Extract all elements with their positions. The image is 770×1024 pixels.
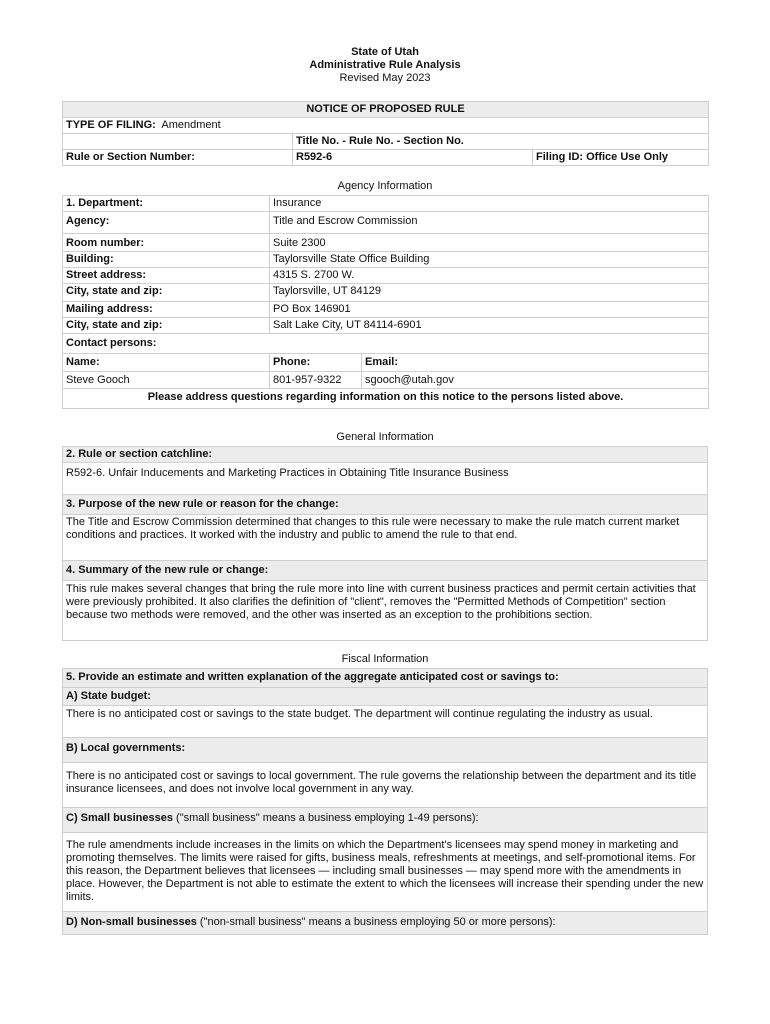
contact-phone-label: Phone: — [270, 354, 362, 372]
contact-persons-label: Contact persons: — [63, 334, 709, 354]
header-title: Administrative Rule Analysis — [309, 59, 461, 71]
agency-row — [63, 268, 709, 284]
type-of-filing-row — [63, 118, 709, 134]
agency-row-value: 4315 S. 2700 W. — [270, 268, 709, 284]
agency-row-label: Street address: — [63, 268, 270, 284]
contact-email-label: Email: — [362, 354, 709, 372]
notice-title: NOTICE OF PROPOSED RULE — [63, 102, 709, 118]
agency-row — [63, 196, 709, 212]
purpose-value: The Title and Escrow Commission determined that changes to this rule were necessary to make the rule match current market conditions and practices. It worked with the industry and public to amend the rule to that end. — [63, 515, 708, 561]
contact-name: Steve Gooch — [63, 372, 270, 389]
type-of-filing-value: Amendment — [161, 119, 221, 131]
purpose-label: 3. Purpose of the new rule or reason for the change: — [63, 495, 708, 515]
agency-row-label: Mailing address: — [63, 302, 270, 318]
agency-row-label: Building: — [63, 252, 270, 268]
contact-phone: 801-957-9322 — [270, 372, 362, 389]
document-page — [62, 0, 708, 935]
agency-row-value: PO Box 146901 — [270, 302, 709, 318]
notice-table — [62, 101, 709, 166]
agency-row-value: Suite 2300 — [270, 234, 709, 252]
agency-row-label: Agency: — [63, 212, 270, 234]
rule-number-label: Rule or Section Number: — [63, 150, 293, 166]
contact-note: Please address questions regarding information on this notice to the persons listed above. — [63, 389, 709, 409]
agency-section-title: Agency Information — [337, 180, 433, 192]
title-no-label: Title No. - Rule No. - Section No. — [293, 134, 709, 150]
small-business-label: C) Small businesses — [66, 812, 173, 824]
agency-row-value: Title and Escrow Commission — [270, 212, 709, 234]
agency-row — [63, 284, 709, 302]
estimate-label: 5. Provide an estimate and written explanation of the aggregate anticipated cost or savings to: — [63, 669, 708, 688]
header-revised: Revised May 2023 — [339, 72, 431, 84]
agency-row — [63, 252, 709, 268]
agency-table — [62, 195, 709, 409]
agency-row-value: Taylorsville State Office Building — [270, 252, 709, 268]
agency-row-label: 1. Department: — [63, 196, 270, 212]
summary-value: This rule makes several changes that bring the rule more into line with current business practices and permit certain activities that were previously prohibited. It also clarifies the definition of "client", removes the "Permitted Methods of Competition" section because two methods were removed, and the other was inserted as an exception to the prohibitions section. — [63, 581, 708, 641]
filing-id: Filing ID: Office Use Only — [533, 150, 709, 166]
contact-email[interactable]: sgooch@utah.gov — [362, 372, 709, 389]
type-of-filing-label: TYPE OF FILING: — [66, 119, 156, 131]
fiscal-table — [62, 668, 708, 935]
summary-label: 4. Summary of the new rule or change: — [63, 561, 708, 581]
agency-row-value: Insurance — [270, 196, 709, 212]
header-state: State of Utah — [351, 46, 419, 58]
state-budget-label: A) State budget: — [63, 688, 708, 706]
catchline-value: R592-6. Unfair Inducements and Marketing Practices in Obtaining Title Insurance Business — [63, 463, 708, 495]
agency-row — [63, 302, 709, 318]
small-business-label-row — [63, 808, 708, 833]
document-header — [62, 46, 708, 85]
non-small-business-label: D) Non-small businesses — [66, 916, 197, 928]
general-section-title: General Information — [336, 431, 434, 443]
agency-row — [63, 318, 709, 334]
small-business-value: The rule amendments include increases in the limits on which the Department's licensees may spend money in marketing and promoting themselves. The limits were raised for gifts, business meals, refreshments at meetings, and self-promotional items. For this reason, the Department believes that licensees — including small businesses — may spend more with the amendments in place. However, the Department is not able to estimate the extent to which the licensees will increase their spending under the new limits. — [63, 833, 708, 912]
non-small-business-label-row — [63, 912, 708, 935]
agency-row — [63, 234, 709, 252]
fiscal-section-title: Fiscal Information — [341, 653, 429, 665]
blank-cell — [63, 134, 293, 150]
agency-row-label: City, state and zip: — [63, 284, 270, 302]
non-small-business-note: ("non-small business" means a business employing 50 or more persons): — [196, 916, 556, 928]
general-table — [62, 446, 708, 641]
rule-number-value: R592-6 — [293, 150, 533, 166]
agency-row — [63, 212, 709, 234]
catchline-label: 2. Rule or section catchline: — [63, 447, 708, 463]
agency-row-value: Taylorsville, UT 84129 — [270, 284, 709, 302]
agency-row-value: Salt Lake City, UT 84114-6901 — [270, 318, 709, 334]
contact-name-label: Name: — [63, 354, 270, 372]
local-gov-value: There is no anticipated cost or savings to local government. The rule governs the relationship between the department and its title insurance licensees, and does not involve local government in any way. — [63, 763, 708, 808]
state-budget-value: There is no anticipated cost or savings to the state budget. The department will continue regulating the industry as usual. — [63, 706, 708, 738]
small-business-note: ("small business" means a business employing 1-49 persons): — [173, 812, 479, 824]
agency-row-label: Room number: — [63, 234, 270, 252]
local-gov-label: B) Local governments: — [63, 738, 708, 763]
contact-row — [63, 372, 709, 389]
agency-row-label: City, state and zip: — [63, 318, 270, 334]
